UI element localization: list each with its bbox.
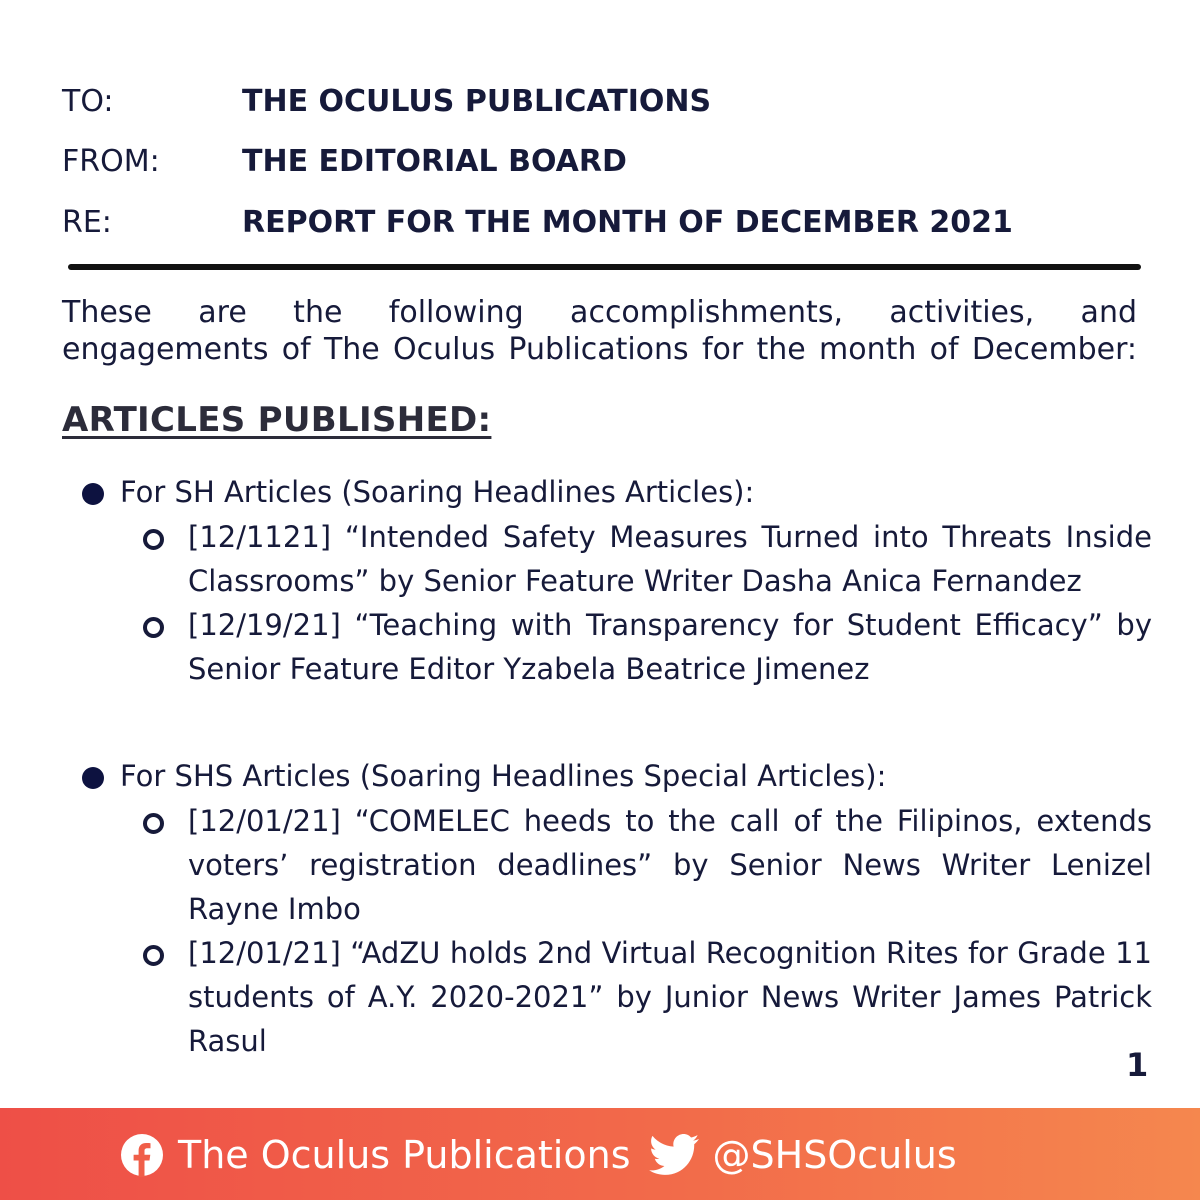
intro-line-1: These are the following accomplishments, activities, and: [62, 295, 1137, 330]
filled-bullet-icon: [82, 767, 104, 789]
section-heading: ARTICLES PUBLISHED:: [62, 400, 492, 440]
facebook-icon[interactable]: [120, 1133, 164, 1177]
article-list: [80, 799, 1152, 1063]
facebook-page-name[interactable]: The Oculus Publications: [178, 1133, 631, 1177]
twitter-handle[interactable]: @SHSOculus: [712, 1133, 957, 1177]
article-text: [12/01/21] “COMELEC heeds to the call of the Filipinos, extends voters’ registration deadlines” by Senior News Writer Lenizel Rayne Imbo: [188, 804, 1152, 926]
list-item: [80, 799, 1152, 931]
shs-articles-group: [80, 756, 1152, 1063]
list-item: [80, 931, 1152, 1063]
memo-to-label: TO:: [62, 84, 114, 119]
memo-from-label: FROM:: [62, 144, 160, 179]
footer-social: [120, 1130, 957, 1180]
page-number: 1: [1126, 1046, 1149, 1084]
twitter-icon[interactable]: [649, 1134, 699, 1176]
hollow-bullet-icon: [143, 529, 164, 550]
article-text: [12/19/21] “Teaching with Transparency for Student Efficacy” by Senior Feature Editor Yzabela Beatrice Jimenez: [188, 608, 1152, 686]
article-text: [12/1121] “Intended Safety Measures Turned into Threats Inside Classrooms” by Senior Feature Writer Dasha Anica Fernandez: [188, 520, 1152, 598]
memo-re-row: [62, 203, 1013, 243]
memo-to-row: [62, 82, 711, 122]
list-item: [80, 603, 1152, 691]
footer-banner: [0, 1108, 1200, 1200]
intro-line-2: engagements of The Oculus Publications for the month of December:: [62, 332, 1137, 367]
intro-paragraph: [62, 294, 1137, 368]
memo-from-value: THE EDITORIAL BOARD: [242, 144, 627, 179]
list-item: [80, 515, 1152, 603]
group-title-text: For SH Articles (Soaring Headlines Articles):: [120, 475, 755, 509]
hollow-bullet-icon: [143, 813, 164, 834]
group-title-text: For SHS Articles (Soaring Headlines Special Articles):: [120, 759, 887, 793]
filled-bullet-icon: [82, 483, 104, 505]
hollow-bullet-icon: [143, 945, 164, 966]
sh-articles-group: [80, 472, 1152, 691]
group-title: [80, 756, 1152, 796]
group-title: [80, 472, 1152, 512]
memo-from-row: [62, 142, 627, 182]
memo-to-value: THE OCULUS PUBLICATIONS: [242, 84, 712, 119]
article-text: [12/01/21] “AdZU holds 2nd Virtual Recognition Rites for Grade 11 students of A.Y. 2020-2021” by Junior News Writer James Patrick Rasul: [188, 936, 1152, 1058]
memo-re-label: RE:: [62, 205, 112, 240]
hollow-bullet-icon: [143, 617, 164, 638]
header-divider: [68, 264, 1141, 270]
memo-re-value: REPORT FOR THE MONTH OF DECEMBER 2021: [242, 205, 1013, 240]
article-list: [80, 515, 1152, 691]
